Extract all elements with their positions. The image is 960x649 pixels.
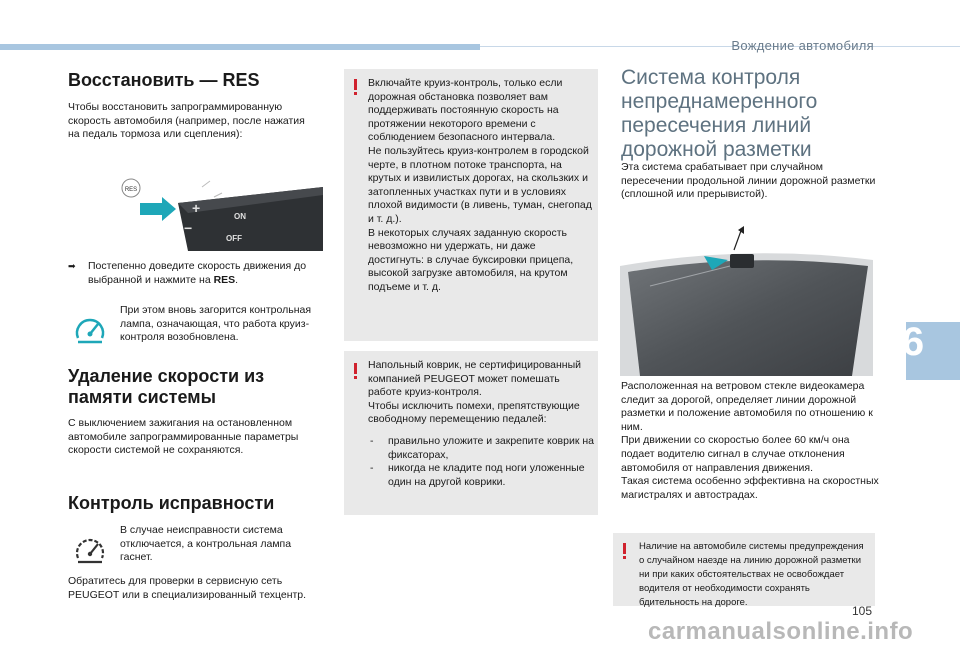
warning-icon	[354, 363, 358, 379]
lamp-text: При этом вновь загорится контрольная лампа, означающая, что работа круиз-контроля возобновлена.	[120, 304, 312, 344]
bullet-marker-icon: ➡	[68, 261, 76, 271]
watermark: carmanualsonline.info	[648, 618, 914, 645]
cruise-stalk-illustration	[118, 173, 323, 251]
fault-lamp-icon	[72, 532, 108, 573]
res-text: Чтобы восстановить запрограммированную скорость автомобиля (например, после нажатия на педаль тормоза или сцепления):	[68, 101, 305, 141]
stalk-off-label: OFF	[226, 234, 242, 243]
lane-warning-note	[613, 533, 875, 606]
page-number: 105	[851, 604, 872, 618]
bullet-text: Постепенно доведите скорость движения до выбранной и нажмите на	[88, 260, 307, 286]
bullet-end: .	[235, 273, 239, 286]
chapter-tab-number: 6	[901, 320, 925, 364]
cruise-warning-note	[344, 69, 598, 341]
list-item: - правильно уложите и закрепите коврик на фиксаторах,	[368, 435, 594, 462]
windscreen-camera-illustration	[620, 226, 873, 376]
note2-intro: Напольный коврик, не сертифицированный компанией PEUGEOT может помешать работе круиз-контроля. Чтобы исключить помехи, препятствующие свободному перемещению педалей:	[368, 359, 582, 426]
warning-icon	[354, 79, 358, 95]
chapter-title: Вождение автомобиля	[731, 38, 874, 53]
bullet-bold: RES	[213, 273, 236, 286]
delete-text: С выключением зажигания на остановленном автомобиле запрограммированные параметры скорости системой не сохраняются.	[68, 417, 299, 457]
cruise-stalk-icon	[118, 173, 323, 251]
note1-text: Включайте круиз-контроль, только если дорожная обстановка позволяет вам поддерживать постоянную скорость на протяжении некоторого времени с соблюдением безопасного интервала. Не пользуйтесь круиз-контролем в городской черте, в плотном потоке транспорта, на крутых и извилистых дорогах, на скользких и затопленных участках пути и в условиях плохой видимости (в ливень, туман, снегопад и т. д.). В некоторых случаях заданную скорость невозможно ни удержать, ни даже достигнуть: в случае буксировки прицепа, высокой загрузке автомобиля, на крутом подъеме и т. д.	[368, 77, 592, 293]
note2-list	[368, 435, 594, 489]
header-bar	[0, 44, 480, 50]
bullet-step	[68, 260, 328, 287]
cruise-lamp-icon	[72, 312, 108, 353]
lane-note-text: Наличие на автомобиле системы предупреждения о случайном наезде на линию дорожной разметки ни при каких обстоятельствах не освобождает водителя от необходимости сохранять бдительность на дороге.	[639, 541, 864, 608]
stalk-on-label: ON	[234, 212, 246, 221]
stalk-minus-label: −	[184, 220, 193, 236]
delete-heading-line1: Удаление скорости из	[68, 366, 265, 386]
list-item: - никогда не кладите под ноги уложенные один на другой коврики.	[368, 462, 594, 489]
control-text: В случае неисправности система отключается, а контрольная лампа гаснет.	[120, 524, 292, 564]
res-heading: Восстановить — RES	[68, 70, 260, 90]
stalk-res-label: RES	[124, 187, 138, 193]
lane-title: Система контроля непреднамеренного пересечения линий дорожной разметки	[621, 66, 818, 161]
delete-heading-line2: памяти системы	[68, 387, 216, 407]
header-rule	[480, 46, 960, 47]
control-heading: Контроль исправности	[68, 493, 275, 513]
delete-heading	[68, 366, 318, 408]
lane-desc: Расположенная на ветровом стекле видеокамера следит за дорогой, определяет линии дорожной разметки и положение автомобиля по отношению к ним. При движении со скоростью более 60 км/ч она подает водителю сигнал в случае отклонения автомобиля от направления движения. Такая система особенно эффективна на скоростных магистралях и автострадах.	[621, 380, 879, 501]
service-text: Обратитесь для проверки в сервисную сеть PEUGEOT или в специализированный техцентр.	[68, 575, 307, 601]
lane-intro: Эта система срабатывает при случайном пересечении продольной линии дорожной разметки (сплошной или прерывистой).	[621, 161, 876, 201]
warning-icon	[623, 543, 627, 559]
stalk-plus-label: +	[192, 200, 201, 216]
mat-warning-note	[344, 351, 598, 515]
